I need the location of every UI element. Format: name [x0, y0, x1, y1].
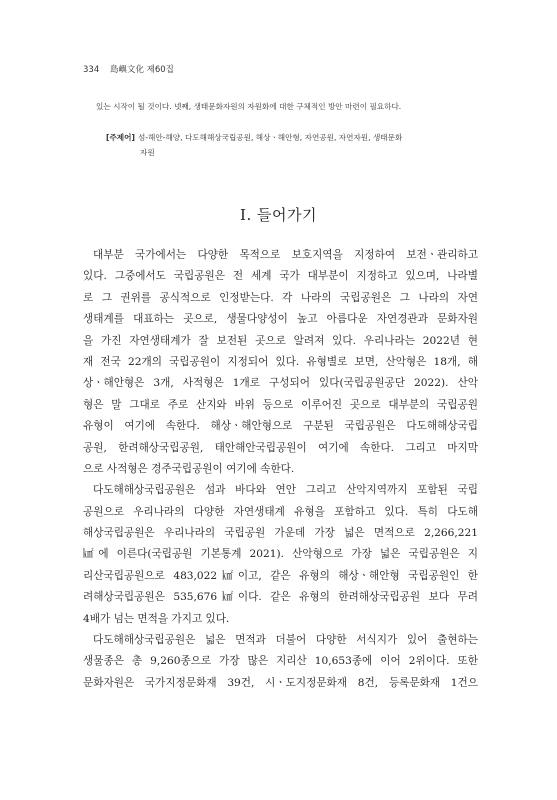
- body-line: ㎢에 이른다(국립공원 기본통계 2021). 산악형으로 가장 넓은 국립공원은 지: [83, 548, 478, 561]
- abstract-tail-text: 있는 시작이 될 것이다. 넷째, 생태문화자원의 자원화에 대한 구체적인 방안 마련이 필요하다.: [96, 102, 402, 111]
- body-line: 리산국립공원으로 483,022㎢이고, 같은 유형의 해상ㆍ해안형 국립공원인 한: [83, 569, 478, 582]
- body-line: 생물종은 총 9,260종으로 가장 많은 지리산 10,653종에 이어 2위이다. 또한: [83, 655, 478, 668]
- body-line: 려해상국립공원은 535,676㎢이다. 같은 유형의 한려해상국립공원 보다 무려: [83, 591, 478, 604]
- keywords-block: [106, 130, 486, 160]
- keywords-line-1: [106, 130, 486, 145]
- page-number: 334: [83, 65, 100, 75]
- body-line: 4배가 넘는 면적을 가지고 있다.: [83, 612, 230, 625]
- running-header: [83, 63, 174, 75]
- body-line: 으로 사적형은 경주국립공원이 여기에 속한다.: [83, 462, 295, 475]
- body-line: 상ㆍ해안형은 3개, 사적형은 1개로 구성되어 있다(국립공원공단 2022). 산악: [83, 377, 478, 390]
- keywords-label: [주제어]: [106, 133, 135, 142]
- body-line: 유형이 여기에 속한다. 해상ㆍ해안형으로 구분된 국립공원은 다도해해상국립: [83, 420, 478, 433]
- body-line: 문화자원은 국가지정문화재 39건, 시ㆍ도지정문화재 8건, 등록문화재 1건으: [83, 676, 478, 689]
- keywords-line-2: 자원: [140, 148, 155, 157]
- section-heading: Ⅰ. 들어가기: [240, 206, 317, 224]
- body-line: 공원, 한려해상국립공원, 태안해안국립공원이 여기에 속한다. 그리고 마지막: [83, 441, 478, 454]
- journal-title: 島嶼文化 제60집: [109, 65, 174, 75]
- body-line: 다도해해상국립공원은 넓은 면적과 더불어 다양한 서식지가 있어 출현하는: [93, 634, 478, 647]
- body-line: 공원으로 우리나라의 다양한 자연생태계 유형을 포함하고 있다. 특히 다도해: [83, 505, 478, 518]
- body-line: 다도해해상국립공원은 섬과 바다와 연안 그리고 산악지역까지 포함된 국립: [93, 484, 478, 497]
- keywords-list: 섬-해안-해양, 다도해해상국립공원, 해상ㆍ해안형, 자연공원, 자연자원, 생태문화: [137, 133, 403, 142]
- body-line: 생태계를 대표하는 곳으로, 생물다양성이 높고 아름다운 자연경관과 문화자원: [83, 313, 478, 326]
- body-line: 재 전국 22개의 국립공원이 지정되어 있다. 유형별로 보면, 산악형은 18개, 해: [83, 355, 478, 368]
- body-line: 을 가진 자연생태계가 잘 보전된 곳으로 알려져 있다. 우리나라는 2022년 현: [83, 334, 478, 347]
- body-line: 있다. 그중에서도 국립공원은 전 세계 국가 대부분이 지정하고 있으며, 나라별: [83, 270, 478, 283]
- body-line: 형은 말 그대로 주로 산지와 바위 등으로 이루어진 곳으로 대부분의 국립공원: [83, 398, 478, 411]
- body-line: 해상국립공원은 우리나라의 국립공원 가운데 가장 넓은 면적으로 2,266,221: [83, 527, 478, 540]
- body-line: 로 그 권위를 공식적으로 인정받는다. 각 나라의 국립공원은 그 나라의 자연: [83, 291, 478, 304]
- body-line: 대부분 국가에서는 다양한 목적으로 보호지역을 지정하여 보전ㆍ관리하고: [93, 249, 478, 261]
- body-text: [83, 245, 478, 694]
